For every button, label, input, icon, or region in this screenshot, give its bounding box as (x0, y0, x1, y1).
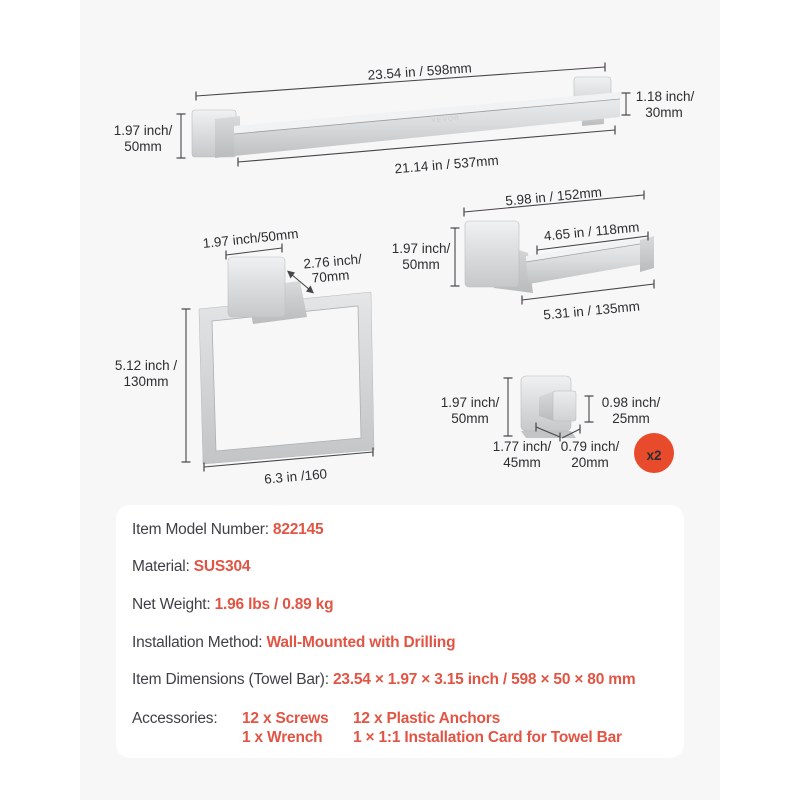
towel-ring-width-label: 6.3 in /160 (263, 466, 328, 487)
towel-ring-graphic (199, 257, 374, 464)
towel-ring-diagram (115, 226, 374, 487)
spec-value: 23.54 × 1.97 × 3.15 inch / 598 × 50 × 80 mm (332, 671, 636, 688)
towel-bar-length-bottom-label: 21.14 in / 537mm (394, 152, 500, 177)
spec-row-model (132, 520, 670, 540)
towel-ring-depth-label-1: 2.76 inch/ (302, 251, 363, 272)
hook-graphic (521, 376, 576, 438)
spec-box (116, 505, 684, 758)
spec-label: Accessories: (132, 709, 218, 727)
accessory-screws: 12 x Screws (242, 709, 329, 727)
accessory-anchors: 12 x Plastic Anchors (353, 709, 501, 727)
paper-holder-width-inner-label: 4.65 in / 118mm (543, 219, 640, 244)
quantity-badge-label: x2 (646, 448, 662, 463)
spec-label: Item Model Number: (132, 520, 273, 538)
towel-bar-thickness-label-1: 1.18 inch/ (635, 89, 695, 104)
paper-holder-plate-label-1: 1.97 inch/ (391, 241, 451, 256)
quantity-badge (634, 433, 674, 473)
spec-row-accessories-1 (132, 709, 670, 728)
towel-bar-engraving: VEVOR (431, 114, 461, 125)
hook-plate-label-1: 1.97 inch/ (440, 395, 500, 410)
towel-bar-length-top-label: 23.54 in / 598mm (367, 60, 473, 83)
hook-width-label-2: 45mm (503, 455, 541, 470)
paper-holder-diagram (392, 184, 654, 322)
spec-row-weight (132, 595, 670, 615)
towel-ring-height-label-2: 130mm (123, 374, 169, 389)
hook-diagram (441, 376, 674, 473)
towel-bar-diagram (114, 60, 695, 176)
towel-ring-depth-label-2: 70mm (311, 267, 350, 286)
paper-holder-plate-label-2: 50mm (402, 257, 440, 272)
towel-bar-plate-label-2: 50mm (124, 139, 162, 154)
accessory-card: 1 × 1:1 Installation Card for Towel Bar (353, 728, 622, 746)
spec-label: Item Dimensions (Towel Bar): (132, 671, 333, 688)
spec-value: 1.96 lbs / 0.89 kg (214, 595, 334, 613)
spec-label: Material: (132, 558, 194, 575)
hook-peg-label-1: 0.98 inch/ (601, 395, 661, 410)
towel-bar-plate-label-1: 1.97 inch/ (113, 123, 173, 138)
paper-holder-width-top-label: 5.98 in / 152mm (504, 184, 603, 209)
hook-depth-label-2: 20mm (571, 455, 609, 470)
paper-holder-width-bottom-label: 5.31 in / 135mm (542, 298, 641, 323)
towel-ring-plate-label: 1.97 inch/50mm (201, 226, 300, 252)
spec-row-dimensions (132, 670, 670, 690)
hook-plate-label-2: 50mm (451, 411, 489, 426)
spec-value: 822145 (272, 520, 324, 538)
spec-label: Net Weight: (132, 595, 215, 613)
spec-value: Wall-Mounted with Drilling (266, 634, 456, 651)
hook-peg-label-2: 25mm (612, 411, 650, 426)
accessory-wrench: 1 x Wrench (242, 728, 323, 746)
towel-bar-thickness-label-2: 30mm (645, 105, 683, 120)
spec-row-accessories-2 (132, 728, 670, 747)
towel-ring-height-label-1: 5.12 inch / (114, 358, 178, 373)
hook-width-label-1: 1.77 inch/ (492, 439, 552, 454)
spec-label: Installation Method: (132, 634, 267, 651)
towel-bar-graphic (192, 77, 622, 158)
spec-value: SUS304 (193, 558, 251, 575)
hook-depth-label-1: 0.79 inch/ (560, 439, 620, 454)
spec-row-material (132, 557, 670, 577)
spec-row-installation (132, 633, 670, 653)
